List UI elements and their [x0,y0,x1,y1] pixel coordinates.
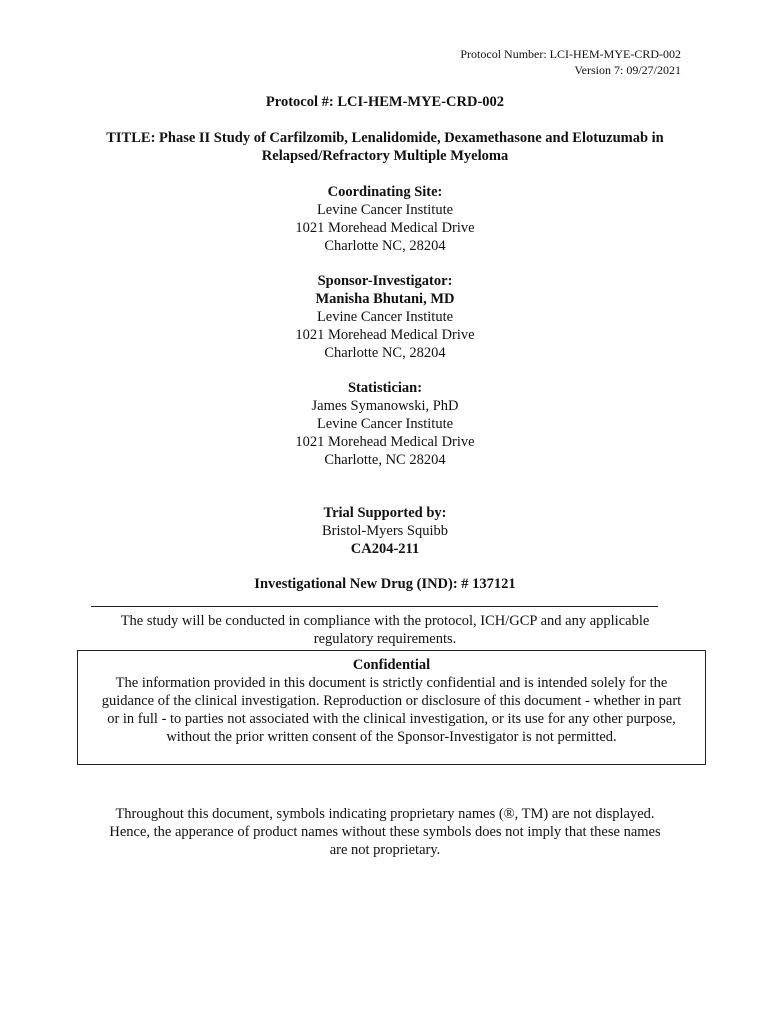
coordinating-site-section [0,183,770,255]
address-line: 1021 Morehead Medical Drive [295,220,475,236]
confidential-notice-box [77,650,706,765]
confidential-line: or in full - to parties not associated with the clinical investigation, or its use for any other purpose, [107,711,676,727]
confidential-line: The information provided in this document is strictly confidential and is intended solely for the [115,675,668,691]
address-line: Levine Cancer Institute [316,309,454,325]
confidential-line: without the prior written consent of the Sponsor-Investigator is not permitted. [166,729,617,745]
address-line: Charlotte, NC 28204 [324,452,446,468]
confidential-heading: Confidential [352,657,431,673]
header-protocol-number: Protocol Number: LCI-HEM-MYE-CRD-002 [460,47,681,61]
trial-supported-heading: Trial Supported by: [323,505,447,521]
proprietary-symbols-note [0,805,770,859]
address-line: Charlotte NC, 28204 [324,345,446,361]
note-line: Hence, the apperance of product names without these symbols does not imply that these names [109,824,661,840]
study-title-line: TITLE: Phase II Study of Carfilzomib, Lenalidomide, Dexamethasone and Elotuzumab in [106,130,664,146]
study-title-line: Relapsed/Refractory Multiple Myeloma [261,148,509,164]
statistician-heading: Statistician: [347,380,423,396]
confidential-line: guidance of the clinical investigation. Reproduction or disclosure of this document - whether in part [101,693,682,709]
protocol-heading: Protocol #: LCI-HEM-MYE-CRD-002 [265,94,505,110]
section-divider [91,606,658,607]
note-line: Throughout this document, symbols indicating proprietary names (®, TM) are not displayed. [115,806,655,822]
address-line: 1021 Morehead Medical Drive [295,434,475,450]
coordinating-site-heading: Coordinating Site: [327,184,443,200]
trial-sponsor-name: Bristol-Myers Squibb [321,523,449,539]
study-title [0,129,770,165]
compliance-statement [0,612,770,648]
note-line: are not proprietary. [329,842,441,858]
sponsor-investigator-heading: Sponsor-Investigator: [317,273,453,289]
compliance-line: The study will be conducted in compliance with the protocol, ICH/GCP and any applicable [120,613,650,629]
sponsor-investigator-section [0,272,770,362]
ind-number: Investigational New Drug (IND): # 137121 [254,576,516,592]
statistician-section [0,379,770,469]
address-line: Levine Cancer Institute [316,202,454,218]
sponsor-investigator-name: Manisha Bhutani, MD [315,291,455,307]
trial-code: CA204-211 [350,541,420,557]
document-header [460,46,681,78]
header-version: Version 7: 09/27/2021 [574,63,681,77]
compliance-line: regulatory requirements. [313,631,457,647]
address-line: Levine Cancer Institute [316,416,454,432]
statistician-name: James Symanowski, PhD [311,398,459,414]
trial-supported-section [0,504,770,558]
address-line: Charlotte NC, 28204 [324,238,446,254]
address-line: 1021 Morehead Medical Drive [295,327,475,343]
